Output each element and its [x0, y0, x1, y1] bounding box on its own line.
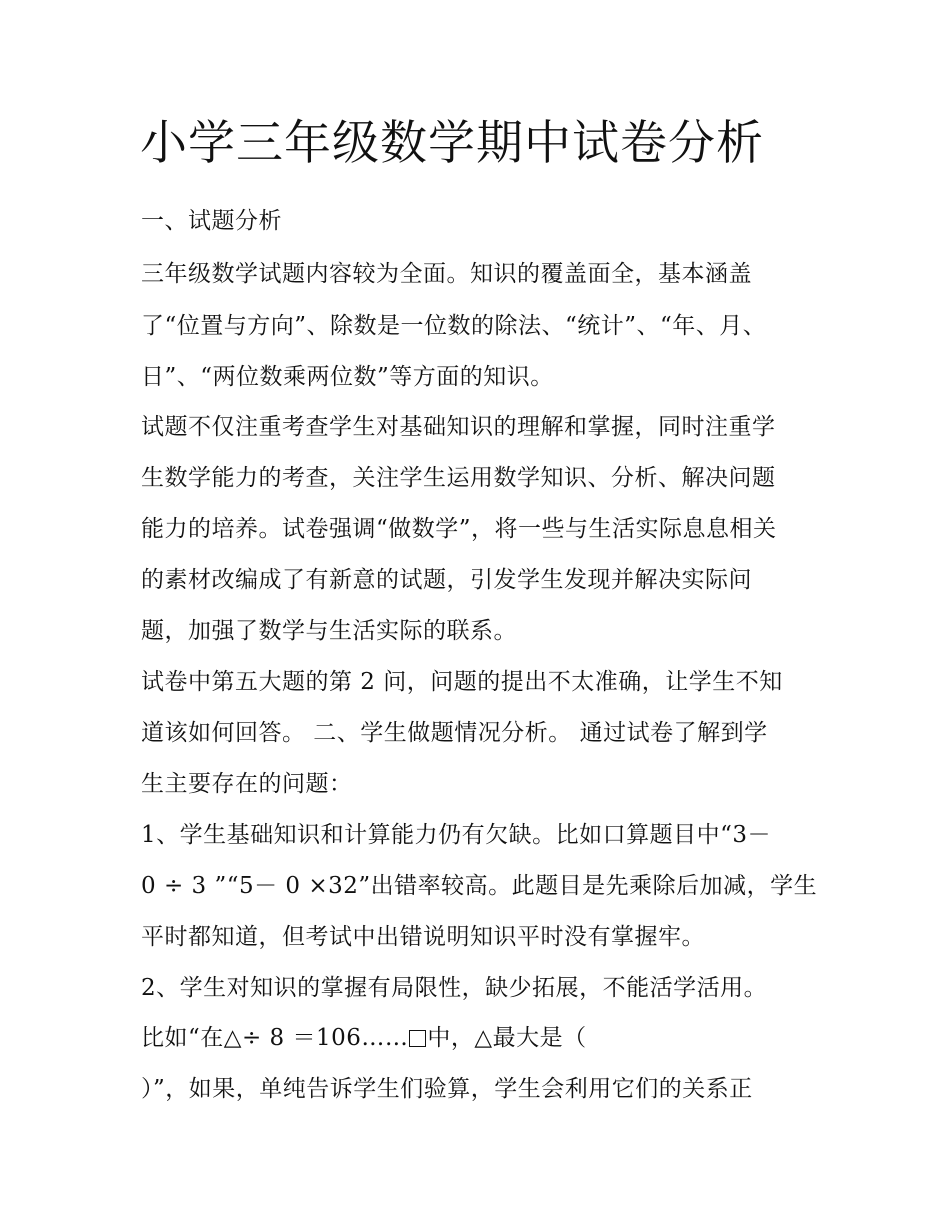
- paragraph-line: 了“位置与方向”、除数是一位数的除法、“统计”、“年、月、: [141, 313, 767, 339]
- line-text-before-box: 比如“在△÷ 8 ＝106……: [141, 1025, 409, 1051]
- paragraph-line: 试卷中第五大题的第 2 问，问题的提出不太准确，让学生不知: [141, 669, 783, 695]
- paragraph-line: 题，加强了数学与生活实际的联系。: [141, 618, 517, 644]
- paragraph-line: 的素材改编成了有新意的试题，引发学生发现并解决实际问: [141, 567, 752, 593]
- paragraph-line: 0 ÷ 3 ”“5－ 0 ×32”出错率较高。此题目是先乘除后加减，学生: [141, 873, 818, 899]
- blank-square-icon: [409, 1030, 426, 1047]
- paragraph-line: 平时都知道，但考试中出错说明知识平时没有掌握牢。: [141, 924, 705, 950]
- paragraph-line: 生数学能力的考查，关注学生运用数学知识、分析、解决问题: [141, 465, 776, 491]
- paragraph-line: 三年级数学试题内容较为全面。知识的覆盖面全，基本涵盖: [141, 261, 752, 287]
- paragraph-line: 生主要存在的问题：: [141, 771, 353, 797]
- paragraph-line: ）”，如果，单纯告诉学生们验算，学生会利用它们的关系正: [141, 1076, 753, 1102]
- paragraph-line: 道该如何回答。 二、学生做题情况分析。 通过试卷了解到学: [141, 720, 768, 746]
- paragraph-line: 1、学生基础知识和计算能力仍有欠缺。比如口算题目中“3－: [141, 822, 772, 848]
- line-text-after-box: 中，△最大是（: [427, 1025, 587, 1051]
- paragraph-line-with-box: [141, 1021, 831, 1055]
- paragraph-line: 日”、“两位数乘两位数”等方面的知识。: [141, 364, 554, 390]
- document-title: 小学三年级数学期中试卷分析: [140, 116, 764, 171]
- paragraph-line: 能力的培养。试卷强调“做数学”，将一些与生活实际息息相关: [141, 516, 777, 542]
- paragraph-line: 试题不仅注重考查学生对基础知识的理解和掌握，同时注重学: [141, 414, 776, 440]
- section-heading-analysis: 一、试题分析: [141, 208, 282, 234]
- paragraph-line: 2、学生对知识的掌握有局限性，缺少拓展，不能活学活用。: [141, 975, 768, 1001]
